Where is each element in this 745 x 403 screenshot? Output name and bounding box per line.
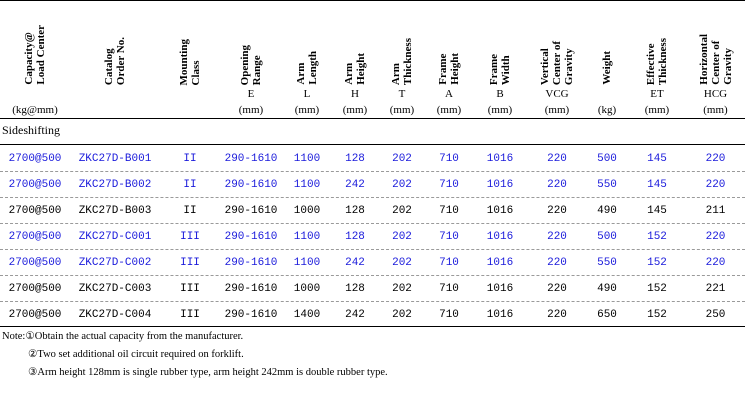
cell-ht: 242	[345, 309, 365, 321]
header-title-len	[295, 51, 319, 85]
cell-cap: 2700@500	[8, 205, 62, 217]
section-label: Sideshifting	[2, 123, 61, 137]
cell-et: 152	[647, 257, 667, 269]
cell-len: 1000	[293, 283, 321, 295]
header-col-thk	[378, 1, 426, 119]
cell-cap: 2700@500	[8, 153, 62, 165]
cell-thk: 202	[392, 283, 412, 295]
cell-cls: II	[183, 179, 197, 191]
cell-et: 152	[647, 283, 667, 295]
cell-fh: 710	[439, 205, 459, 217]
table-row	[0, 146, 745, 172]
header-unit-fw: (mm)	[487, 104, 513, 116]
header-title-thk	[390, 38, 414, 85]
table-row	[0, 276, 745, 302]
cell-thk: 202	[392, 231, 412, 243]
table-row	[0, 198, 745, 224]
header-unit-thk: (mm)	[389, 104, 415, 116]
cell-wt: 500	[597, 231, 617, 243]
table-row	[0, 250, 745, 276]
cell-fw: 1016	[486, 283, 514, 295]
cell-open: 290-1610	[224, 153, 278, 165]
cell-fw: 1016	[486, 309, 514, 321]
header-unit-fh: (mm)	[436, 104, 462, 116]
header-unit-et: (mm)	[644, 104, 670, 116]
cell-fw: 1016	[486, 179, 514, 191]
note-3: ③Arm height 128mm is single rubber type, arm height 242mm is double rubber type.	[28, 367, 388, 378]
cell-cat: ZKC27D-C002	[78, 257, 152, 269]
header-title-line: Capacity@	[23, 32, 35, 85]
cell-cat: ZKC27D-C001	[78, 231, 152, 243]
header-title-fh	[437, 53, 461, 85]
header-title-line: Effective	[645, 43, 657, 85]
cell-vcg: 220	[547, 309, 567, 321]
cell-hcg: 220	[705, 257, 726, 269]
cell-open: 290-1610	[224, 179, 278, 191]
header-title-line: Thickness	[402, 37, 414, 85]
header-symbol-hcg: HCG	[703, 88, 728, 100]
cell-open: 290-1610	[224, 309, 278, 321]
header-title-line: Catalog	[103, 48, 115, 85]
cell-len: 1100	[293, 179, 321, 191]
cell-fh: 710	[439, 309, 459, 321]
cell-thk: 202	[392, 309, 412, 321]
header-symbol-fh: A	[445, 88, 453, 100]
header-col-vcg	[528, 1, 586, 119]
header-col-len	[282, 1, 332, 119]
cell-et: 145	[647, 153, 667, 165]
header-unit-vcg: (mm)	[544, 104, 570, 116]
header-title-cap	[23, 25, 47, 85]
header-unit-open: (mm)	[238, 104, 264, 116]
header-col-cls	[160, 1, 220, 119]
table-bottom-border	[0, 326, 745, 327]
cell-len: 1100	[293, 257, 321, 269]
cell-vcg: 220	[547, 283, 567, 295]
header-title-line: Load Center	[35, 25, 47, 85]
header-unit-ht: (mm)	[342, 104, 368, 116]
cell-wt: 490	[597, 205, 617, 217]
cell-cat: ZKC27D-B003	[78, 205, 152, 217]
header-symbol-len: L	[303, 88, 311, 100]
header-title-line: Arm	[390, 63, 402, 85]
cell-cap: 2700@500	[8, 179, 62, 191]
cell-fw: 1016	[486, 231, 514, 243]
cell-et: 152	[647, 309, 667, 321]
header-symbol-open: E	[247, 88, 255, 100]
cell-cat: ZKC27D-B001	[78, 153, 152, 165]
cell-len: 1100	[293, 153, 321, 165]
header-title-line: Center of	[709, 40, 722, 85]
header-symbol-et: ET	[650, 88, 664, 100]
section-divider	[0, 144, 745, 145]
cell-thk: 202	[392, 179, 412, 191]
cell-cat: ZKC27D-B002	[78, 179, 152, 191]
cell-vcg: 220	[547, 257, 567, 269]
header-title-cls	[178, 39, 202, 85]
cell-fh: 710	[439, 153, 459, 165]
header-title-line: Length	[307, 51, 319, 85]
cell-ht: 128	[345, 205, 365, 217]
cell-wt: 550	[597, 257, 617, 269]
table-row	[0, 172, 745, 198]
cell-open: 290-1610	[224, 231, 278, 243]
header-title-et	[645, 38, 669, 85]
header-title-line: Thickness	[657, 37, 669, 85]
header-title-line: Frame	[488, 53, 500, 85]
cell-hcg: 220	[705, 231, 726, 243]
table-row	[0, 302, 745, 328]
header-unit-hcg: (mm)	[703, 104, 728, 116]
header-title-line: Frame	[437, 53, 449, 85]
cell-cat: ZKC27D-C004	[78, 309, 152, 321]
header-col-fh	[426, 1, 472, 119]
cell-open: 290-1610	[224, 205, 278, 217]
header-col-wt	[586, 1, 628, 119]
cell-cap: 2700@500	[8, 231, 62, 243]
cell-thk: 202	[392, 257, 412, 269]
header-title-cat	[103, 37, 127, 85]
header-title-line: Mounting	[178, 38, 190, 85]
table-row	[0, 224, 745, 250]
header-title-line: Gravity	[721, 48, 734, 85]
cell-fh: 710	[439, 179, 459, 191]
cell-cls: III	[180, 283, 200, 295]
table-header	[0, 0, 745, 119]
cell-wt: 650	[597, 309, 617, 321]
notes	[2, 328, 388, 382]
cell-vcg: 220	[547, 205, 567, 217]
header-title-line: Weight	[601, 51, 613, 85]
header-title-line: Class	[190, 59, 202, 85]
cell-vcg: 220	[547, 179, 567, 191]
cell-cls: III	[180, 257, 200, 269]
cell-hcg: 221	[705, 283, 726, 295]
cell-cat: ZKC27D-C003	[78, 283, 152, 295]
header-title-line: Opening	[239, 44, 251, 85]
header-title-line: Height	[449, 53, 461, 85]
header-col-fw	[472, 1, 528, 119]
header-col-hcg	[686, 1, 745, 119]
cell-cls: II	[183, 153, 197, 165]
header-title-line: Gravity	[563, 48, 575, 85]
cell-hcg: 220	[705, 179, 726, 191]
cell-cls: III	[180, 309, 200, 321]
cell-ht: 128	[345, 283, 365, 295]
header-title-line: Arm	[295, 63, 307, 85]
cell-wt: 490	[597, 283, 617, 295]
header-unit-cap: (kg@mm)	[12, 104, 58, 116]
cell-cls: II	[183, 205, 197, 217]
header-col-cat	[70, 1, 160, 119]
cell-thk: 202	[392, 205, 412, 217]
cell-cls: III	[180, 231, 200, 243]
note-1: Note:①Obtain the actual capacity from the manufacturer.	[2, 331, 244, 342]
header-title-hcg	[698, 34, 734, 85]
cell-hcg: 220	[705, 153, 726, 165]
note-2: ②Two set additional oil circuit required on forklift.	[28, 349, 244, 360]
header-col-cap	[0, 1, 70, 119]
header-col-open	[220, 1, 282, 119]
header-title-line: Horizontal	[697, 34, 710, 85]
cell-hcg: 250	[705, 309, 726, 321]
cell-ht: 242	[345, 179, 365, 191]
header-symbol-vcg: VCG	[545, 88, 569, 100]
cell-open: 290-1610	[224, 283, 278, 295]
cell-len: 1100	[293, 231, 321, 243]
header-unit-len: (mm)	[294, 104, 320, 116]
header-col-et	[628, 1, 686, 119]
header-title-ht	[343, 53, 367, 85]
cell-len: 1400	[293, 309, 321, 321]
cell-fh: 710	[439, 257, 459, 269]
header-title-wt	[601, 51, 613, 85]
cell-cap: 2700@500	[8, 283, 62, 295]
cell-fw: 1016	[486, 257, 514, 269]
cell-hcg: 211	[705, 205, 726, 217]
cell-len: 1000	[293, 205, 321, 217]
header-symbol-thk: T	[398, 88, 406, 100]
cell-cap: 2700@500	[8, 257, 62, 269]
cell-ht: 128	[345, 231, 365, 243]
cell-ht: 242	[345, 257, 365, 269]
header-title-open	[239, 45, 263, 85]
cell-fh: 710	[439, 283, 459, 295]
cell-vcg: 220	[547, 153, 567, 165]
header-col-ht	[332, 1, 378, 119]
header-title-line: Height	[355, 53, 367, 85]
cell-wt: 550	[597, 179, 617, 191]
header-title-line: Arm	[343, 63, 355, 85]
cell-et: 145	[647, 179, 667, 191]
cell-fw: 1016	[486, 153, 514, 165]
header-title-line: Order No.	[115, 36, 127, 85]
cell-open: 290-1610	[224, 257, 278, 269]
header-symbol-ht: H	[351, 88, 359, 100]
cell-et: 145	[647, 205, 667, 217]
cell-vcg: 220	[547, 231, 567, 243]
cell-fw: 1016	[486, 205, 514, 217]
header-title-line: Width	[500, 55, 512, 85]
header-title-line: Vertical	[539, 48, 551, 85]
header-title-line: Center of	[551, 40, 563, 85]
header-divider	[0, 118, 745, 119]
header-title-fw	[488, 54, 512, 85]
cell-wt: 500	[597, 153, 617, 165]
cell-ht: 128	[345, 153, 365, 165]
cell-fh: 710	[439, 231, 459, 243]
cell-thk: 202	[392, 153, 412, 165]
cell-et: 152	[647, 231, 667, 243]
header-unit-wt: (kg)	[597, 104, 617, 116]
header-title-line: Range	[251, 55, 263, 85]
cell-cap: 2700@500	[8, 309, 62, 321]
header-symbol-fw: B	[496, 88, 504, 100]
header-title-vcg	[539, 41, 575, 85]
